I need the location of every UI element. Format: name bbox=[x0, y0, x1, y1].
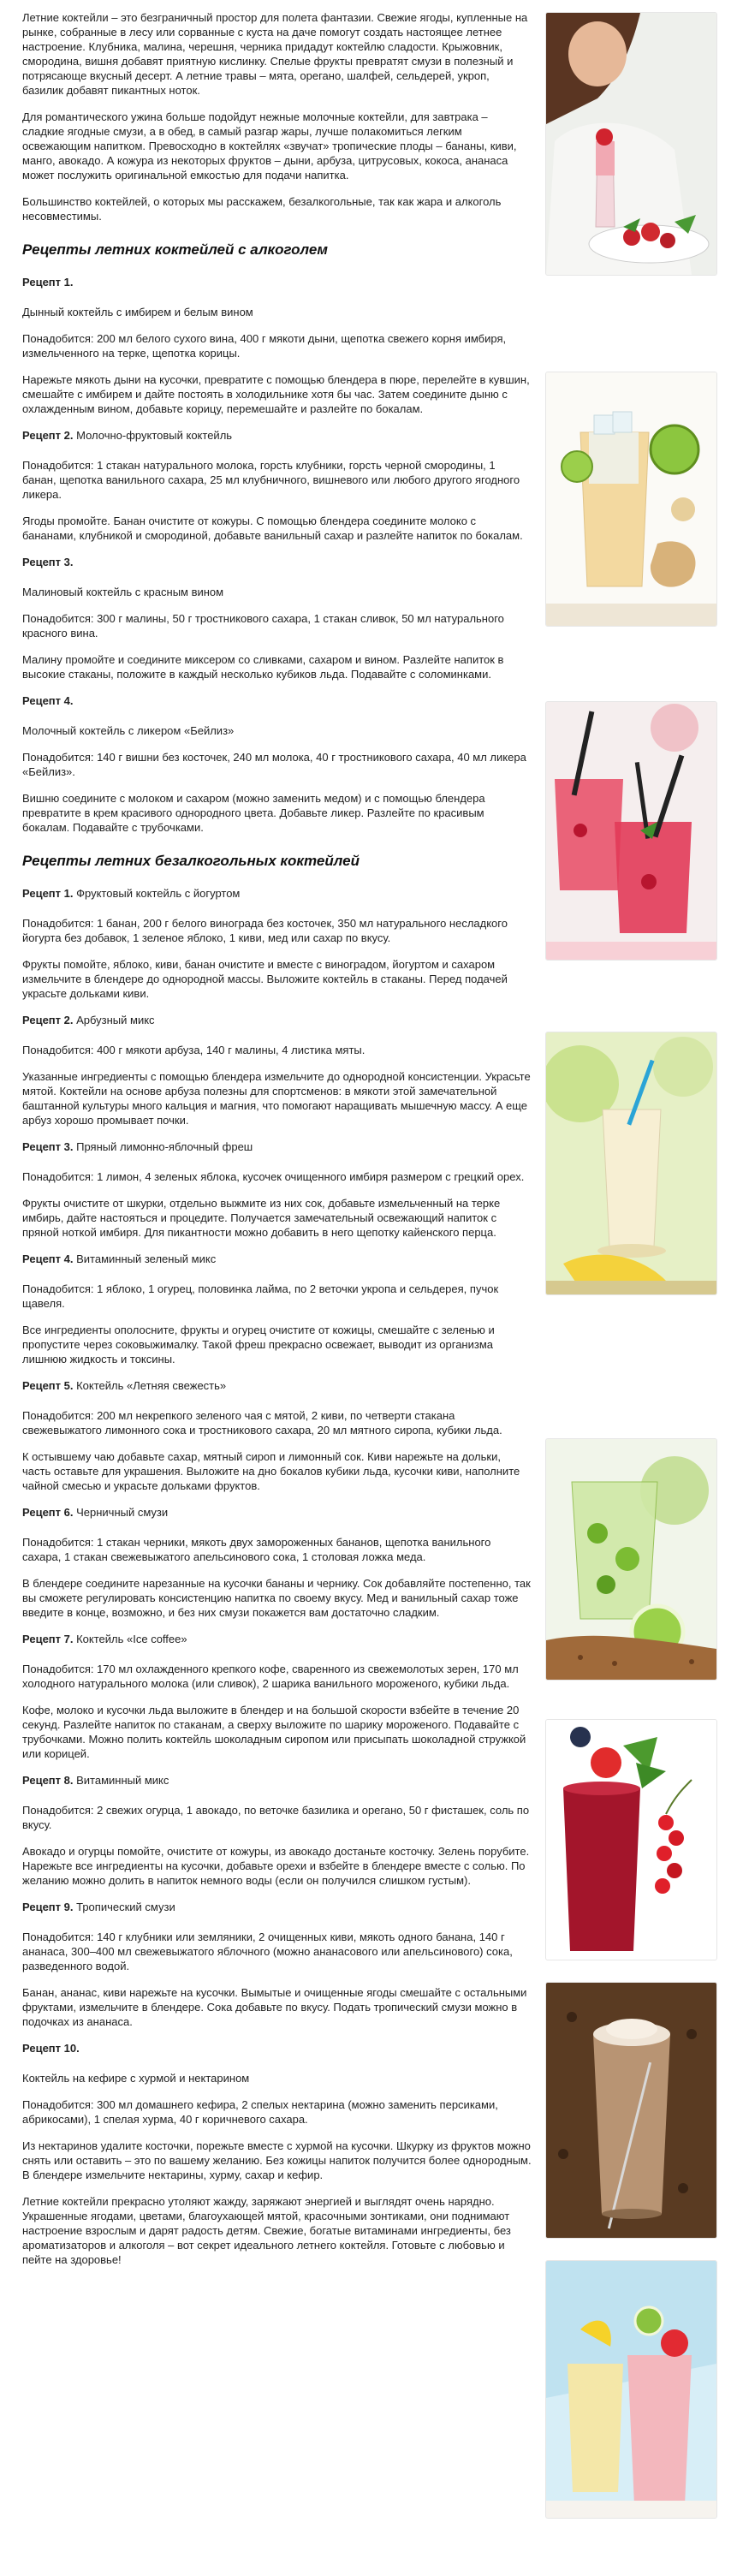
intro-paragraph: Для романтического ужина больше подойдут нежные молочные коктейли, для завтрака – сладкие ягодные смузи, а в обед, в самый разгар жары, лучше полакомиться легким освежающим напитком. Превосходно в коктейлях «звучат» тропические плоды – бананы, киви, манго, авокадо. А кожура из некоторых фруктов – дыни, арбуза, цитрусовых, кокоса, ананаса может послужить оригинальной емкостью для подачи напитка. bbox=[22, 110, 517, 181]
soft-recipes-list bbox=[22, 886, 532, 2267]
recipe-paragraph: Понадобится: 300 г малины, 50 г тростникового сахара, 1 стакан сливок, 50 мл натурального красного вина. bbox=[22, 612, 504, 640]
recipe-header bbox=[22, 1900, 532, 1914]
recipe-paragraph: Из нектаринов удалите косточки, порежьте вместе с хурмой на кусочки. Шкурку из фруктов можно снять или оставить – это по вашему желанию. Без кожицы напиток получится более однородным. В блендере измельчите нектарины, хурму, сахар и кефир. bbox=[22, 2139, 532, 2181]
recipe-header bbox=[22, 428, 532, 443]
recipe-paragraph: Фрукты очистите от шкурки, отдельно выжмите из них сок, добавьте измельченный на терке имбирь, дайте настояться и процедите. Получается замечательный освежающий напиток с пряной ноткой имбиря. Для пикантности можно добавить в него щепотку кайенского перца. bbox=[22, 1197, 501, 1239]
recipe-title: Малиновый коктейль с красным вином bbox=[22, 586, 224, 598]
recipe-header bbox=[22, 2041, 532, 2055]
recipe-paragraph: Все ингредиенты ополосните, фрукты и огурец очистите от кожицы, смешайте с зеленью и пропустите через соковыжималку. Такой фреш прекрасно освежает, выводит из организма лишнюю жидкость и токсины. bbox=[22, 1324, 495, 1365]
recipe-label: Рецепт 2. bbox=[22, 429, 74, 442]
recipe-label: Рецепт 4. bbox=[22, 1252, 74, 1265]
berry-smoothie-with-currants-photo bbox=[545, 1719, 717, 1960]
recipe-header bbox=[22, 275, 532, 289]
recipe-paragraph: Указанные ингредиенты с помощью блендера измельчите до однородной консистенции. Украсьте мятой. Коктейли на основе арбуза полезны для спортсменов: в мякоти этой замечательной баштанной культуры много кальция и магния, что помогают наращивать мышечную массу. А еще арбуз хорошо промывает почки. bbox=[22, 1070, 531, 1127]
melon-ginger-cocktail-photo bbox=[545, 372, 717, 627]
soft-section-heading: Рецепты летних безалкогольных коктейлей bbox=[22, 853, 360, 869]
recipe-paragraph: В блендере соедините нарезанные на кусочки бананы и чернику. Сок добавляйте постепенно, так вы сможете регулировать консистенцию напитка по своему вкусу. Мед и ванильный сахар тоже введите в конце, возможно, и без них смузи покажется вам достаточно сладким. bbox=[22, 1577, 531, 1619]
intro-paragraph: Большинство коктейлей, о которых мы расскажем, безалкогольные, так как жара и алкоголь несовместимы. bbox=[22, 195, 502, 223]
recipe-header bbox=[22, 1139, 532, 1154]
alcohol-recipes-list bbox=[22, 275, 532, 835]
recipe-header bbox=[22, 693, 532, 708]
recipe-label: Рецепт 4. bbox=[22, 694, 74, 707]
recipe-title-line bbox=[22, 723, 532, 738]
recipe-paragraph: Понадобится: 400 г мякоти арбуза, 140 г малины, 4 листика мяты. bbox=[22, 1044, 366, 1056]
recipe-label: Рецепт 3. bbox=[22, 1140, 74, 1153]
recipe-paragraph: Фрукты помойте, яблоко, киви, банан очистите и вместе с виноградом, йогуртом и сахаром измельчите в блендере до однородной массы. Выложите коктейль в стаканы. Перед подачей украсьте дольками киви. bbox=[22, 958, 508, 1000]
recipe-header bbox=[22, 1378, 532, 1393]
recipe-paragraph: Летние коктейли прекрасно утоляют жажду, заряжают энергией и выглядят очень нарядно. Украшенные ягодами, цветами, благоухающей мятой, красочными зонтиками, они поднимают настроение взрослым и дарят радость детям. Свежие, богатые витаминами ингредиенты, без ароматизаторов и алкоголя – вот секрет идеального летнего коктейля. Готовьте с любовью и пейте на здоровье! bbox=[22, 2195, 511, 2266]
recipe-title: Молочно-фруктовый коктейль bbox=[76, 429, 233, 442]
recipe-paragraph: Понадобится: 140 г вишни без косточек, 240 мл молока, 40 г тростникового сахара, 40 мл ликера «Бейлиз». bbox=[22, 751, 526, 778]
recipe-header bbox=[22, 886, 532, 901]
recipe-header bbox=[22, 1013, 532, 1027]
recipe-title: Витаминный зеленый микс bbox=[76, 1252, 217, 1265]
recipe-paragraph: Понадобится: 1 банан, 200 г белого винограда без косточек, 350 мл натурального несладкого йогурта без добавок, 1 зеленое яблоко, 1 киви, мед или сахар по вкусу. bbox=[22, 917, 508, 944]
lime-mint-cocktail-photo bbox=[545, 1438, 717, 1681]
recipe-header bbox=[22, 1632, 532, 1646]
recipe-title: Коктейль «Ice coffee» bbox=[76, 1633, 187, 1645]
recipe-title-line bbox=[22, 585, 532, 599]
recipe-title: Дынный коктейль с имбирем и белым вином bbox=[22, 306, 253, 318]
recipe-paragraph: Малину промойте и соедините миксером со сливками, сахаром и вином. Разлейте напиток в высокие стаканы, положите в каждый несколько кубиков льда. Подавайте с соломинками. bbox=[22, 653, 504, 681]
recipe-header bbox=[22, 1252, 532, 1266]
recipe-paragraph: Нарежьте мякоть дыни на кусочки, превратите с помощью блендера в пюре, перелейте в кувшин, смешайте с имбирем и дайте постоять в холодильнике хотя бы час. Затем соедините дыню с охлажденным вином, добавьте корицу, перемешайте и разлейте по бокалам. bbox=[22, 373, 530, 415]
recipe-label: Рецепт 8. bbox=[22, 1774, 74, 1787]
fruit-smoothies-photo bbox=[545, 2260, 717, 2519]
recipe-paragraph: Кофе, молоко и кусочки льда выложите в блендер и на большой скорости взбейте в течение 20 секунд. Разлейте напиток по стаканам, а сверху выложите по шарику мороженого. Подавайте с трубочками. Можно полить коктейль шоколадным сиропом или присыпать шоколадной стружкой или корицей. bbox=[22, 1704, 526, 1760]
recipe-label: Рецепт 5. bbox=[22, 1379, 74, 1392]
recipe-title: Коктейль на кефире с хурмой и нектарином bbox=[22, 2072, 250, 2085]
recipe-title: Витаминный микс bbox=[76, 1774, 169, 1787]
recipe-paragraph: Понадобится: 1 яблоко, 1 огурец, половинка лайма, по 2 веточки укропа и сельдерея, пучок щавеля. bbox=[22, 1282, 499, 1310]
recipe-label: Рецепт 2. bbox=[22, 1014, 74, 1026]
recipe-label: Рецепт 3. bbox=[22, 556, 74, 568]
recipe-label: Рецепт 10. bbox=[22, 2042, 80, 2055]
recipe-paragraph: Понадобится: 200 мл белого сухого вина, 400 г мякоти дыни, щепотка свежего корня имбиря, измельченного на терке, щепотка корицы. bbox=[22, 332, 507, 360]
recipe-paragraph: Ягоды промойте. Банан очистите от кожуры. С помощью блендера соедините молоко с бананами, клубникой и смородиной, добавьте ванильный сахар и разлейте напиток по бокалам. bbox=[22, 515, 523, 542]
recipe-label: Рецепт 7. bbox=[22, 1633, 74, 1645]
recipe-label: Рецепт 1. bbox=[22, 887, 74, 900]
recipe-title: Коктейль «Летняя свежесть» bbox=[76, 1379, 227, 1392]
recipe-paragraph: Авокадо и огурцы помойте, очистите от кожуры, из авокадо достаньте косточку. Зелень порубите. Нарежьте все ингредиенты на кусочки, добавьте орехи и взбейте в блендере вместе с солью. По желанию можно долить в напиток немного воды (если он получился слишком густым). bbox=[22, 1845, 530, 1887]
recipe-paragraph: Вишню соедините с молоком и сахаром (можно заменить медом) и с помощью блендера превратите в крем красивого однородного цвета. Добавьте ликер. Разлейте по красивым бокалам. Подавайте с трубочками. bbox=[22, 792, 485, 834]
alcohol-section-heading: Рецепты летних коктейлей с алкоголем bbox=[22, 241, 328, 258]
recipe-title: Молочный коктейль с ликером «Бейлиз» bbox=[22, 724, 235, 737]
recipe-paragraph: Понадобится: 1 лимон, 4 зеленых яблока, кусочек очищенного имбиря размером с грецкий орех. bbox=[22, 1170, 525, 1183]
iced-coffee-photo bbox=[545, 1982, 717, 2239]
recipe-paragraph: Понадобится: 140 г клубники или земляники, 2 очищенных киви, мякоть одного банана, 140 г ананаса, 300–400 мл свежевыжатого яблочного (можно ананасового или апельсинового) сока, разведенного водой. bbox=[22, 1931, 513, 1972]
recipe-paragraph: Понадобится: 1 стакан натурального молока, горсть клубники, горсть черной смородины, 1 банан, щепотка ванильного сахара, 25 мл клубничного, вишневого или любого другого ягодного ликера. bbox=[22, 459, 520, 501]
recipe-title: Пряный лимонно-яблочный фреш bbox=[76, 1140, 253, 1153]
recipe-header bbox=[22, 555, 532, 569]
recipe-paragraph: Понадобится: 170 мл охлажденного крепкого кофе, сваренного из свежемолотых зерен, 170 мл холодного натурального молока (или сливок), 2 шарика ванильного мороженого, кубики льда. bbox=[22, 1663, 519, 1690]
intro-paragraph: Летние коктейли – это безграничный простор для полета фантазии. Свежие ягоды, купленные на рынке, собранные в лесу или сорванные с куста на даче помогут создать настоящее летнее настроение. Клубника, малина, черешня, черника придадут коктейлю сладости. Крыжовник, смородина, вишня добавят приятную кислинку. Спелые фрукты превратят смузи в полезный и потрясающе вкусный десерт. А летние травы – мята, орегано, шалфей, сельдерей, укроп, базилик добавят пикантных ноток. bbox=[22, 11, 528, 97]
recipe-paragraph: Понадобится: 2 свежих огурца, 1 авокадо, по веточке базилика и орегано, 50 г фисташек, соль по вкусу. bbox=[22, 1804, 530, 1831]
recipe-title-line bbox=[22, 305, 532, 319]
recipe-label: Рецепт 1. bbox=[22, 276, 74, 289]
recipe-title-line bbox=[22, 2071, 532, 2085]
recipe-header bbox=[22, 1505, 532, 1520]
woman-with-strawberry-smoothie-photo bbox=[545, 12, 717, 276]
recipe-paragraph: Банан, ананас, киви нарежьте на кусочки. Вымытые и очищенные ягоды смешайте с остальными фруктами, измельчите в блендере. Сока добавьте по вкусу. Подать тропический смузи можно в подочках из ананаса. bbox=[22, 1986, 527, 2028]
recipe-header bbox=[22, 1773, 532, 1788]
recipe-paragraph: К остывшему чаю добавьте сахар, мятный сироп и лимонный сок. Киви нарежьте на дольки, часть оставьте для украшения. Выложите на дно бокалов кубики льда, кусочки киви, наполните чайной смесью и украсьте дольками фруктов. bbox=[22, 1450, 520, 1492]
recipe-title: Фруктовый коктейль с йогуртом bbox=[76, 887, 241, 900]
recipe-paragraph: Понадобится: 1 стакан черники, мякоть двух замороженных бананов, щепотка ванильного сахара, 1 стакан свежевыжатого апельсинового сока, 1 столовая ложка меда. bbox=[22, 1536, 491, 1563]
recipe-label: Рецепт 6. bbox=[22, 1506, 74, 1519]
raspberry-cocktails-with-straws-photo bbox=[545, 701, 717, 961]
yogurt-fruit-cocktail-photo bbox=[545, 1032, 717, 1295]
recipe-title: Арбузный микс bbox=[76, 1014, 155, 1026]
recipe-label: Рецепт 9. bbox=[22, 1901, 74, 1913]
recipe-paragraph: Понадобится: 200 мл некрепкого зеленого чая с мятой, 2 киви, по четверти стакана свежевыжатого лимонного сока и тростникового сахара, 20 мл мятного сиропа, кубики льда. bbox=[22, 1409, 502, 1437]
recipe-paragraph: Понадобится: 300 мл домашнего кефира, 2 спелых нектарина (можно заменить персиками, абрикосами), 1 спелая хурма, 40 г коричневого сахара. bbox=[22, 2098, 498, 2126]
recipe-title: Тропический смузи bbox=[76, 1901, 175, 1913]
recipe-title: Черничный смузи bbox=[76, 1506, 169, 1519]
